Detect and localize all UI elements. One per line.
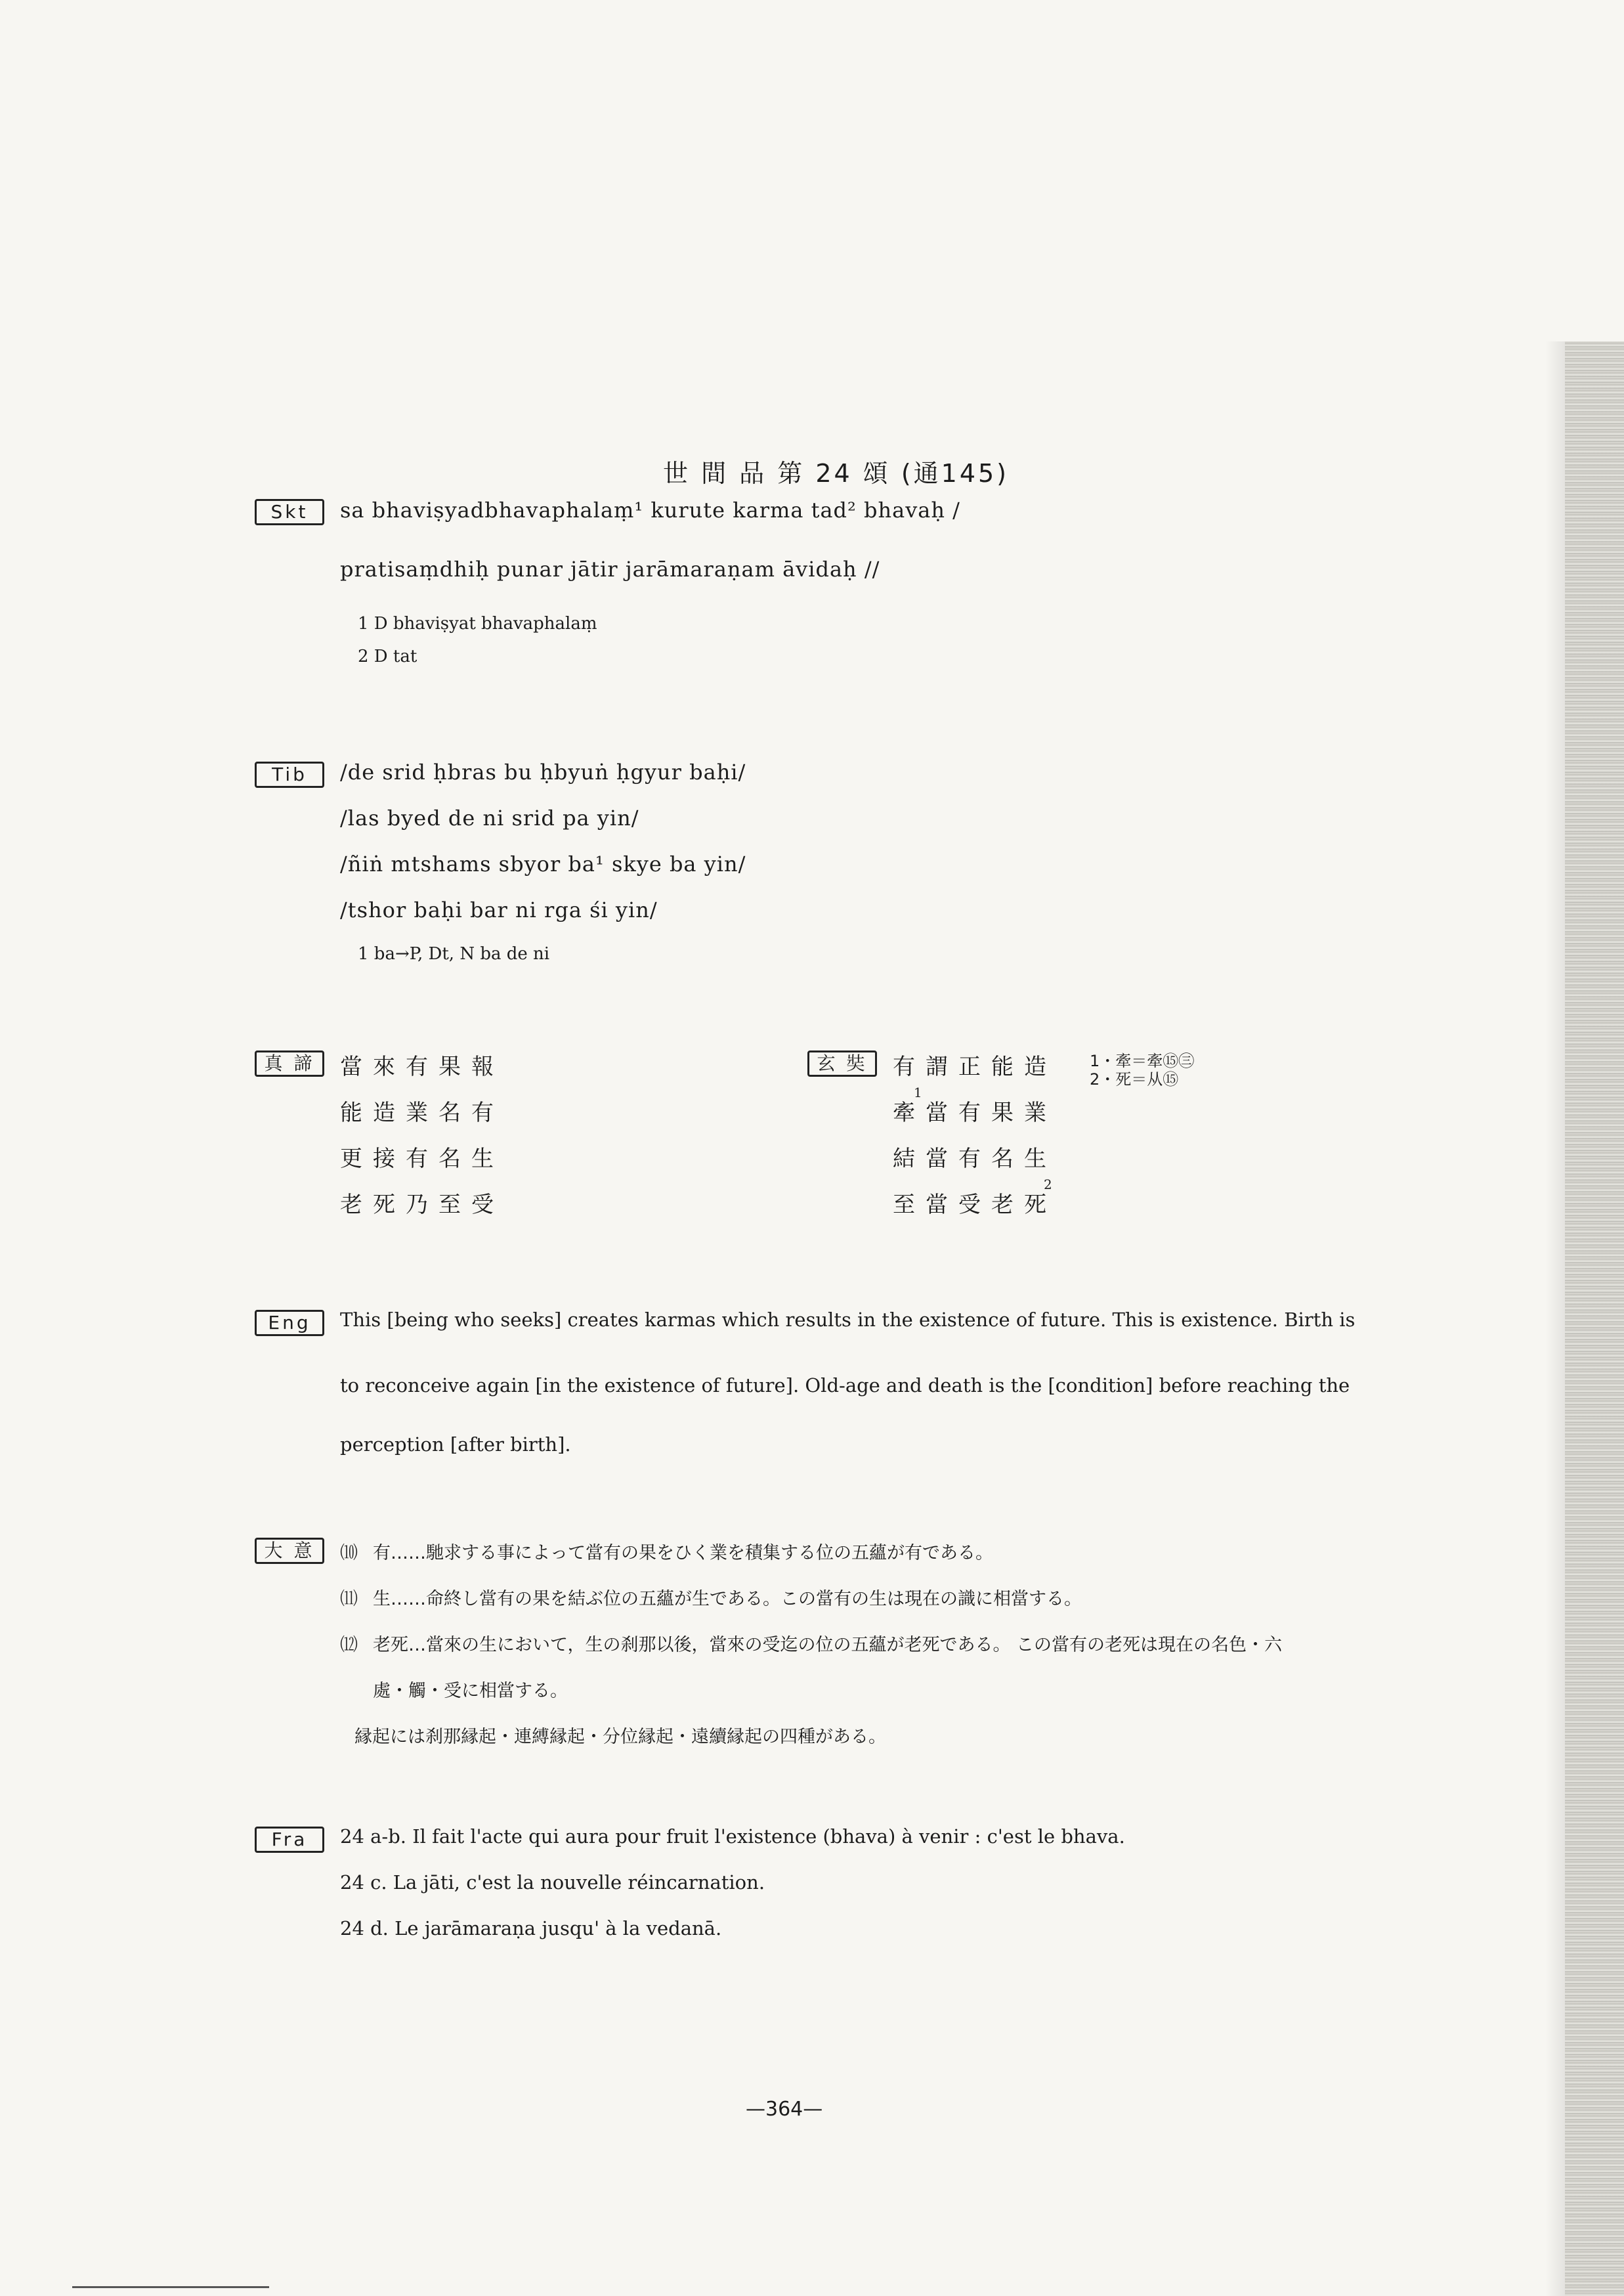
skt-line-2: pratisaṃdhiḥ punar jātir jarāmaraṇam āvidaḥ // [340,557,880,582]
scan-edge-shadow [1565,341,1624,2296]
tib-note-1: 1 ba→P, Dt, N ba de ni [358,944,550,964]
taii-item-1-text: 有……馳求する事によって當有の果をひく業を積集する位の五蘊が有である。 [373,1543,993,1563]
tib-line-4: /tshor baḥi bar ni rga śi yin/ [340,898,658,922]
taii-closing: 縁起には刹那縁起・連縛縁起・分位縁起・遠續縁起の四種がある。 [354,1727,886,1747]
skt-tag: Skt [255,499,324,525]
zhendi-tag: 真 諦 [255,1051,324,1077]
skt-line-1: sa bhaviṣyadbhavaphalaṃ¹ kurute karma tad² bhavaḥ / [340,498,960,523]
xuanzang-sup-2: 2 [1044,1177,1052,1192]
xuanzang-line-2: 牽當有果業 [893,1100,1057,1126]
taii-item-2-text: 生……命終し當有の果を結ぶ位の五蘊が生である。この當有の生は現在の識に相當する。 [373,1589,1082,1609]
xuanzang-line-3: 結當有名生 [893,1146,1057,1172]
xuanzang-tag: 玄 奘 [807,1051,877,1077]
eng-line-3: perception [after birth]. [340,1433,571,1456]
taii-tag: 大 意 [255,1538,324,1564]
skt-note-2: 2 D tat [358,647,417,666]
fra-line-2: 24 c. La jāti, c'est la nouvelle réincarnation. [340,1871,765,1894]
xuanzang-line-4: 至當受老死 [893,1192,1057,1218]
tib-line-2: /las byed de ni srid pa yin/ [340,806,639,831]
fra-line-1: 24 a-b. Il fait l'acte qui aura pour fruit l'existence (bhava) à venir : c'est le bhava. [340,1825,1125,1848]
eng-line-1: This [being who seeks] creates karmas which results in the existence of future. This is existence. Birth is [340,1309,1356,1331]
xuanzang-line-1: 有謂正能造 [893,1054,1057,1080]
taii-item-3-num: ⑿ [340,1635,358,1655]
page-number: —364— [746,2098,823,2121]
scan-edge-gradient [1545,341,1565,2296]
fra-line-3: 24 d. Le jarāmaraṇa jusqu' à la vedanā. [340,1917,722,1939]
xuanzang-variant-2: 2・死＝从⑮ [1090,1070,1179,1089]
fra-tag: Fra [255,1827,324,1853]
xuanzang-sup-1: 1 [914,1085,922,1100]
tib-tag: Tib [255,762,324,788]
zhendi-line-2: 能造業名有 [340,1100,504,1126]
taii-item-3-text: 老死…當來の生において，生の刹那以後，當來の受迄の位の五蘊が老死である。 この當有の老死は現在の名色・六 [373,1635,1283,1655]
taii-item-3-continuation: 處・觸・受に相當する。 [373,1681,568,1701]
skt-note-1: 1 D bhaviṣyat bhavaphalaṃ [358,614,597,634]
taii-item-1-num: ⑽ [340,1543,358,1563]
taii-item-2-num: ⑾ [340,1589,358,1609]
eng-line-2: to reconceive again [in the existence of future]. Old-age and death is the [condition] before reaching the [340,1374,1350,1397]
eng-tag: Eng [255,1310,324,1336]
zhendi-line-3: 更接有名生 [340,1146,504,1172]
bottom-rule [72,2286,269,2288]
zhendi-line-1: 當來有果報 [340,1054,504,1080]
verse-heading: 世 間 品 第 24 頌 (通145) [663,459,1010,488]
zhendi-line-4: 老死乃至受 [340,1192,504,1218]
tib-line-3: /ñiṅ mtshams sbyor ba¹ skye ba yin/ [340,852,746,877]
xuanzang-variant-1: 1・牽＝牽⑮㊂ [1090,1052,1195,1070]
tib-line-1: /de srid ḥbras bu ḥbyuṅ ḥgyur baḥi/ [340,760,746,785]
